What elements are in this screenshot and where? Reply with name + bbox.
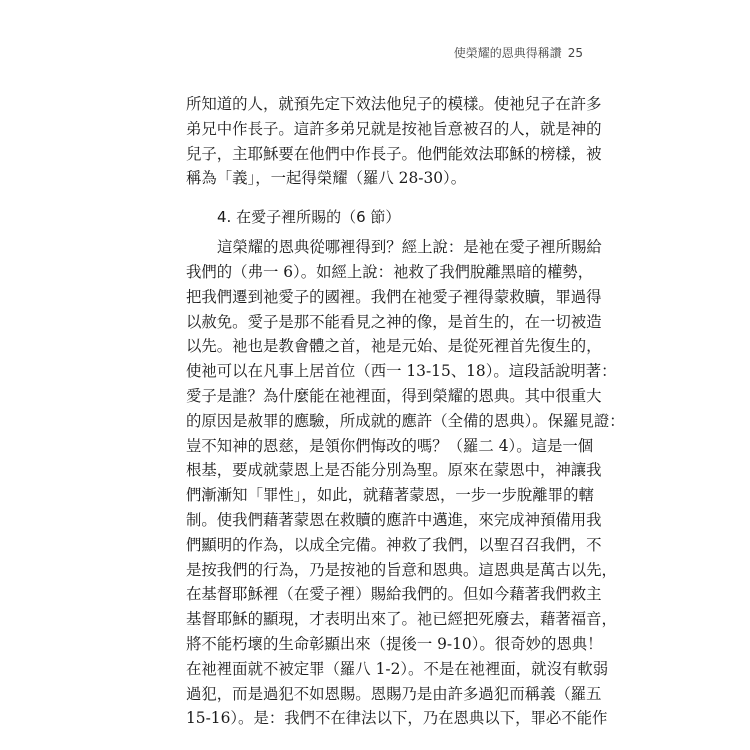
running-title: 使榮耀的恩典得稱讚	[453, 46, 562, 60]
section-heading: 4. 在愛子裡所賜的（6 節）	[217, 208, 401, 227]
text-line: 們漸漸知「罪性」，如此，就藉著蒙恩，一步一步脫離罪的轄	[186, 486, 594, 505]
paragraph-2	[186, 235, 625, 731]
text-line: 弟兄中作長子。這許多弟兄就是按祂旨意被召的人，就是神的	[186, 119, 602, 138]
page-body	[186, 92, 625, 731]
text-line: 過犯，而是過犯不如恩賜。恩賜乃是由許多過犯而稱義（羅五	[186, 684, 602, 703]
text-line: 所知道的人，就預先定下效法他兒子的模樣。使祂兒子在許多	[186, 95, 602, 113]
text-line: 的原因是赦罪的應驗，所成就的應許（全備的恩典）。保羅見證：	[186, 411, 625, 430]
text-line: 以赦免。愛子是那不能看見之神的像，是首生的，在一切被造	[186, 312, 602, 331]
text-line: 兒子，主耶穌要在他們中作長子。他們能效法耶穌的榜樣，被	[186, 144, 602, 163]
text-line: 基督耶穌的顯現，才表明出來了。祂已經把死廢去，藉著福音，	[186, 610, 617, 629]
running-header	[454, 44, 583, 61]
text-line: 們顯明的作為，以成全完備。神救了我們，以聖召召我們，不	[186, 535, 602, 554]
paragraph-1	[186, 92, 602, 191]
text-line: 這榮耀的恩典從哪裡得到？經上說：是祂在愛子裡所賜給	[217, 238, 602, 257]
text-line: 根基，要成就蒙恩上是否能分別為聖。原來在蒙恩中，神讓我	[186, 461, 602, 480]
text-line: 豈不知神的恩慈，是領你們悔改的嗎？（羅二 4）。這是一個	[186, 436, 594, 455]
text-line: 在祂裡面就不被定罪（羅八 1-2）。不是在祂裡面，就沒有軟弱	[186, 659, 609, 678]
text-line: 在基督耶穌裡（在愛子裡）賜給我們的。但如今藉著我們救主	[186, 585, 602, 604]
text-line: 稱為「義」，一起得榮耀（羅八 28-30）。	[186, 169, 467, 188]
text-line: 是按我們的行為，乃是按祂的旨意和恩典。這恩典是萬古以先，	[186, 560, 617, 579]
text-line: 15-16）。是：我們不在律法以下，乃在恩典以下，罪必不能作	[186, 709, 608, 728]
text-line: 我們的（弗一 6）。如經上說：祂救了我們脫離黑暗的權勢，	[186, 262, 594, 281]
text-line: 愛子是誰？為什麼能在祂裡面，得到榮耀的恩典。其中很重大	[186, 386, 602, 405]
text-line: 以先。祂也是教會體之首，祂是元始、是從死裡首先復生的，	[186, 337, 602, 356]
text-line: 使祂可以在凡事上居首位（西一 13-15、18）。這段話說明著：	[186, 362, 617, 381]
text-line: 制。使我們藉著蒙恩在救贖的應許中邁進，來完成神預備用我	[186, 510, 602, 529]
text-line: 將不能朽壞的生命彰顯出來（提後一 9-10）。很奇妙的恩典！	[186, 634, 603, 653]
page-number: 25	[567, 46, 583, 60]
text-line: 把我們遷到祂愛子的國裡。我們在祂愛子裡得蒙救贖，罪過得	[186, 287, 602, 306]
